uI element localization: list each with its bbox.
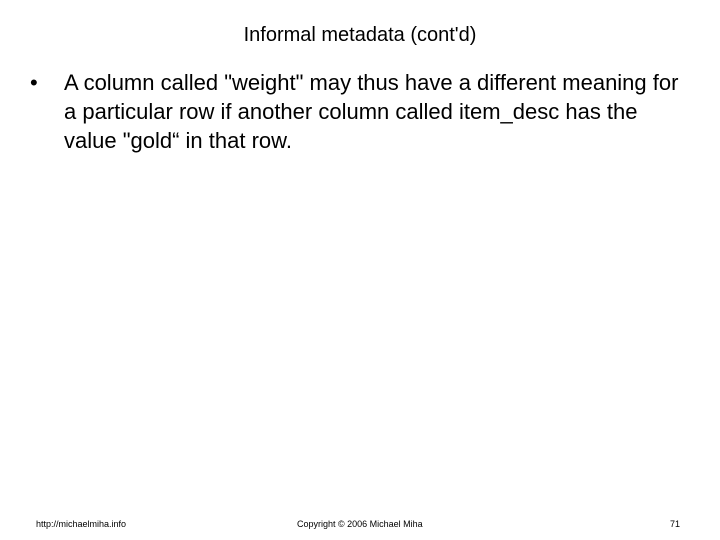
slide-title: Informal metadata (cont'd) (243, 24, 477, 46)
bullet-item (30, 68, 690, 155)
footer-url: http://michaelmiha.info (36, 519, 127, 529)
footer-copyright: Copyright © 2006 Michael Miha (297, 519, 423, 529)
bullet-text: A column called "weight" may thus have a different meaning for a particular row if another column called item_desc has the value "gold“ in that row. (64, 70, 679, 153)
bullet-list (30, 68, 690, 155)
footer-page-number: 71 (669, 519, 680, 529)
bullet-marker: • (30, 70, 38, 95)
